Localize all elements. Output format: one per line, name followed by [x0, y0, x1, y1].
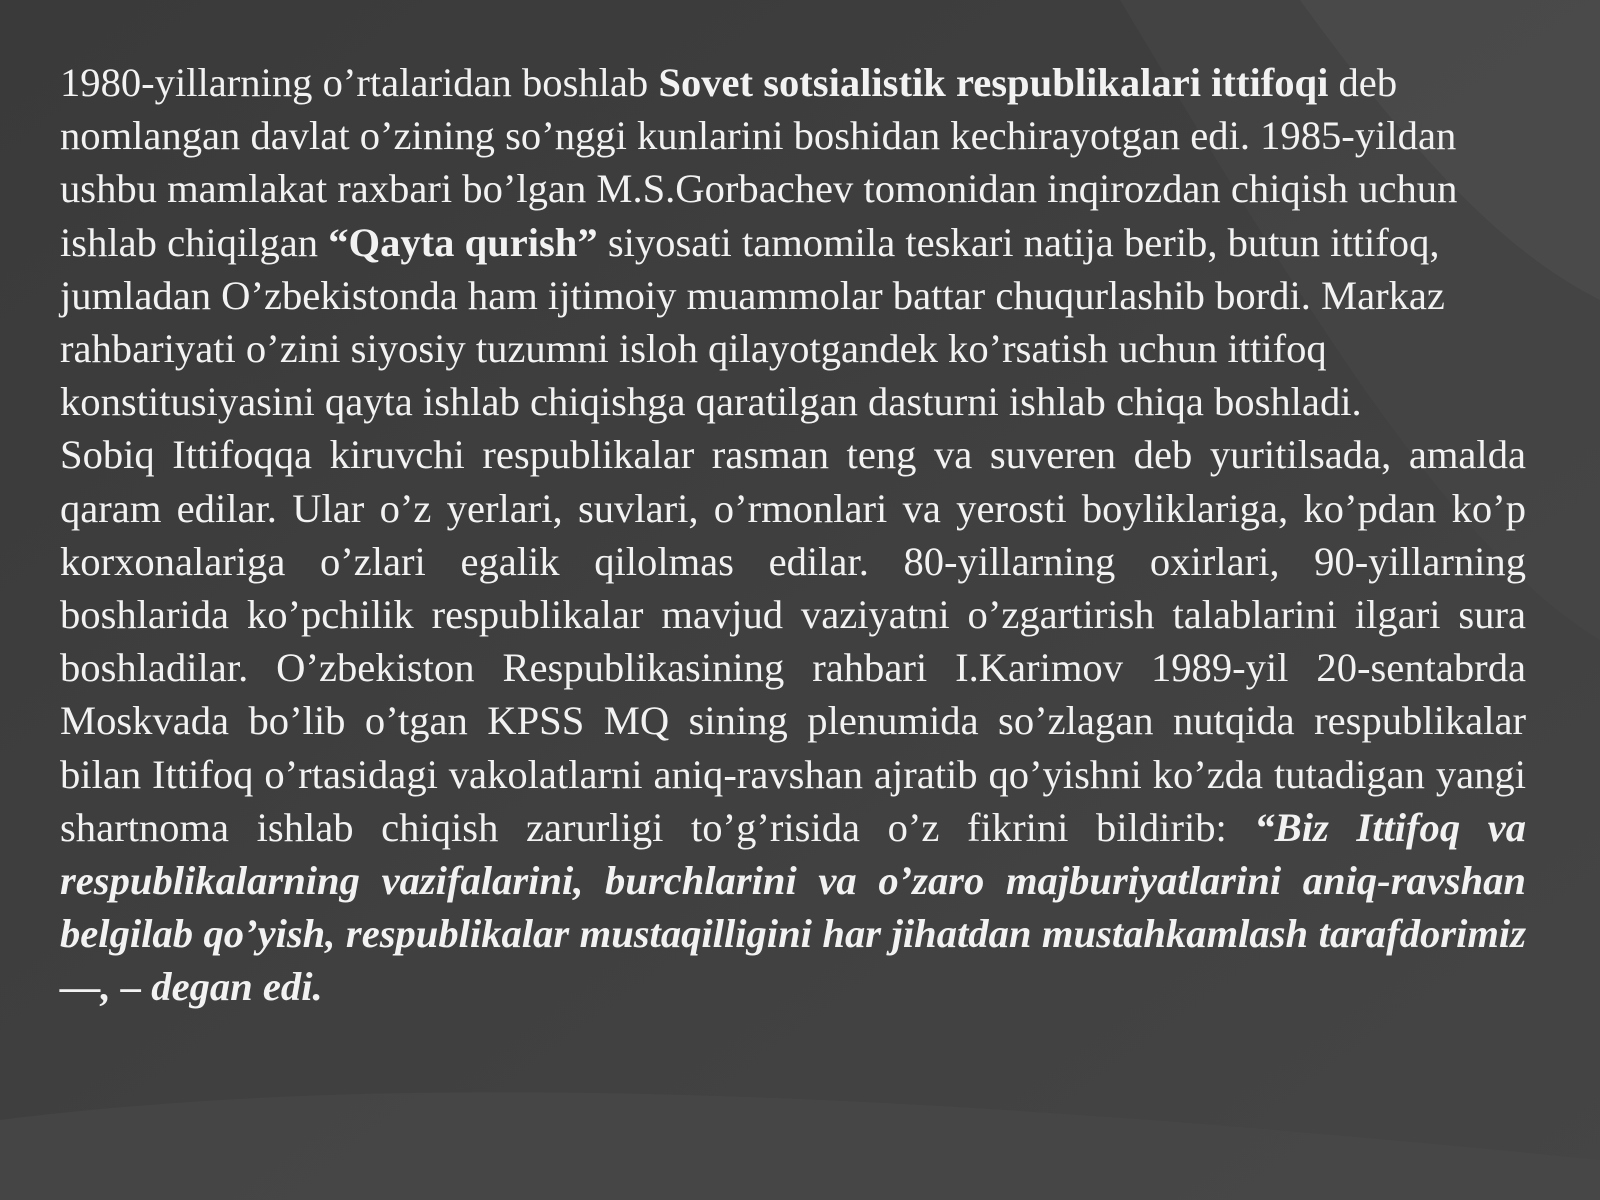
paragraph-main-text: Sobiq Ittifoqqa kiruvchi respublikalar rasman teng va suveren deb yuritilsada, amalda qaram edilar. Ular o’z yerlari, suvlari, o’rmonlari va yerosti boyliklariga, ko’pdan ko’p korxonalariga o’zlari egalik qilolmas edilar. 80-yillarning oxirlari, 90-yillarning boshlarida ko’pchilik respublikalar mavjud vaziyatni o’zgartirish talablarini ilgari sura boshladilar. O’zbekiston Respublikasining rahbari I.Karimov 1989-yil 20-sentabrda Moskvada bo’lib o’tgan KPSS MQ sining plenumida so’zlagan nutqida respublikalar bilan Ittifoq o’rtasidagi vakolatlarni aniq-ravshan ajratib qo’yishni ko’zda tutadigan yangi shartnoma ishlab chiqish zarurligi to’g’risida o’z fikrini bildirib: [60, 432, 1526, 850]
paragraph-intro-text-1: 1980-yillarning o’rtalaridan boshlab [60, 60, 659, 105]
paragraph-intro [60, 56, 1526, 428]
soviet-union-name: Sovet sotsialistik respublikalari ittifoqi [658, 60, 1329, 105]
paragraph-intro-text-3: siyosati tamomila teskari natija berib, butun ittifoq, jumladan O’zbekistonda ham ijtimoiy muammolar battar chuqurlashib bordi. Markaz rahbariyati o’zini siyosiy tuzumni isloh qilayotgandek ko’rsatish uchun ittifoq konstitusiyasini qayta ishlab chiqishga qaratilgan dasturni ishlab chiqa boshladi. [60, 219, 1445, 425]
paragraph-main [60, 428, 1526, 1013]
slide-content [60, 56, 1526, 1014]
paragraph-intro-text-2: deb nomlangan davlat o’zining so’nggi kunlarini boshidan kechirayotgan edi. 1985-yildan ushbu mamlakat raxbari bo’lgan M.S.Gorbachev tomonidan inqirozdan chiqish uchun ishlab chiqilgan [60, 60, 1458, 265]
perestroika-term: “Qayta qurish” [328, 219, 598, 265]
karimov-quote: “Biz Ittifoq va respublikalarning vazifalarini, burchlarini va o’zaro majburiyatlarini aniq-ravshan belgilab qo’yish, respublikalar mustaqilligini har jihatdan mustahkamlash tarafdorimiz—, – degan edi. [60, 804, 1526, 1010]
